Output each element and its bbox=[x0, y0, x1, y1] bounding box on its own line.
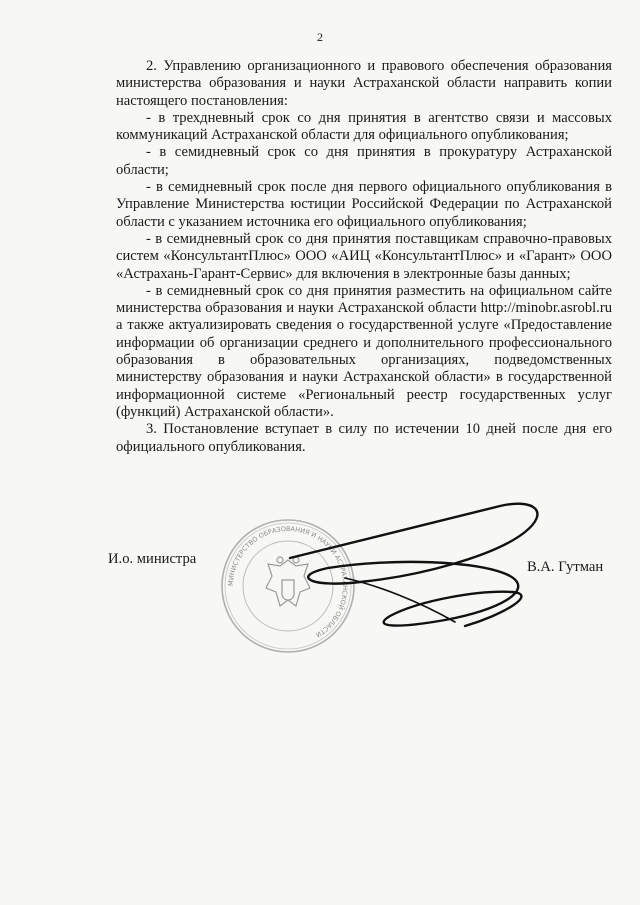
page-number: 2 bbox=[317, 30, 323, 44]
seal-text: МИНИСТЕРСТВО ОБРАЗОВАНИЯ И НАУКИ АСТРАХАНСКОЙ ОБЛАСТИ bbox=[226, 524, 350, 639]
signer-position: И.о. министра bbox=[108, 551, 197, 567]
list-item-4: - в семидневный срок со дня принятия поставщикам справочно-правовых систем «КонсультантПлюс» ООО «АИЦ «КонсультантПлюс» и «Гарант» ООО «Астрахань-Гарант-Сервис» для включения в электронные базы данных; bbox=[116, 230, 612, 282]
paragraph-3: 3. Постановление вступает в силу по истечении 10 дней после дня его официального опубликования. bbox=[116, 421, 612, 455]
signer-name: В.А. Гутман bbox=[527, 559, 604, 575]
paragraph-2: 2. Управлению организационного и правового обеспечения образования министерства образования и науки Астраханской области направить копии настоящего постановления: bbox=[116, 58, 612, 109]
document-body bbox=[116, 58, 612, 456]
list-item-2: - в семидневный срок со дня принятия в прокуратуру Астраханской области; bbox=[116, 144, 612, 178]
list-item-5: - в семидневный срок со дня принятия разместить на официальном сайте министерства образования и науки Астраханской области http://minobr.asrobl.ru а также актуализировать сведения о государственной услуге «Предоставление информации об организации среднего и дополнительного профессионального образования в образовательных организациях, подведомственных министерству образования и науки Астраханской области» в государственной информационной системе «Региональный реестр государственных услуг (функций) Астраханской области». bbox=[116, 282, 612, 420]
list-item-1: - в трехдневный срок со дня принятия в агентство связи и массовых коммуникаций Астраханской области для официального опубликования; bbox=[116, 109, 612, 144]
list-item-3: - в семидневный срок после дня первого официального опубликования в Управление Министерства юстиции Российской Федерации по Астраханской области с указанием источника его официального опубликования; bbox=[116, 179, 612, 230]
